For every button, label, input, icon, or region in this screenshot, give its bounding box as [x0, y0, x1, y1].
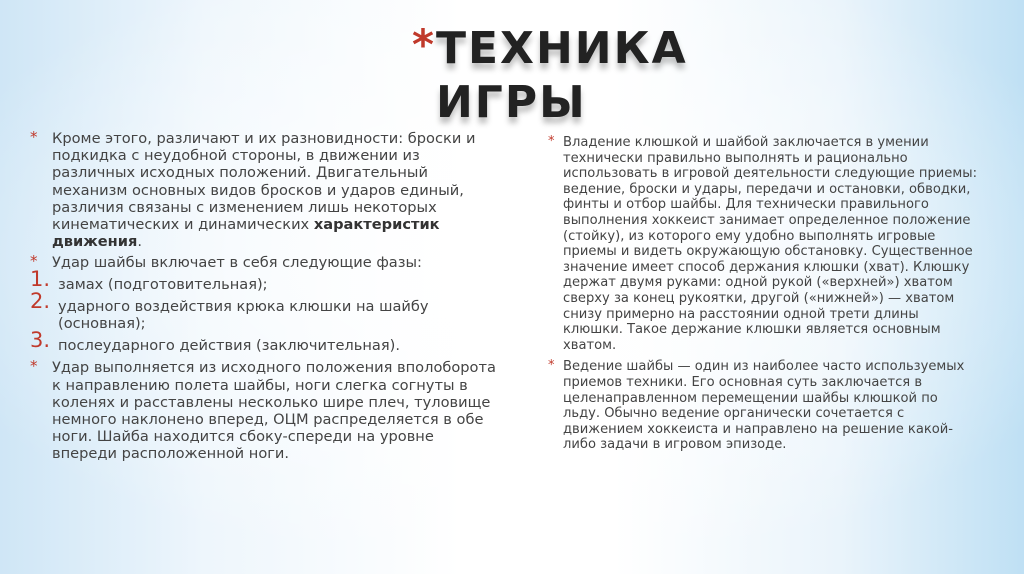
right-column — [548, 135, 978, 459]
phase-item — [30, 266, 500, 293]
phase-text: послеударного действия (заключительная). — [58, 337, 400, 355]
asterisk-bullet-icon: * — [548, 134, 555, 149]
asterisk-bullet-icon: * — [548, 358, 555, 374]
left-paragraph-2 — [30, 254, 500, 271]
left-column — [30, 130, 500, 467]
right-paragraph-2 — [548, 359, 978, 453]
phase-number: 2. — [30, 288, 51, 313]
emphasis-text: характеристик движения — [52, 216, 440, 251]
paragraph-text: Кроме этого, различают и их разновидности: броски и подкидка с неудобной стороны, в движении из различных исходных положений. Двигательный механизм основных видов бросков и ударов единый, различия связаны с изменением лишь некоторых кинематических и динамических — [52, 130, 476, 234]
phase-item — [30, 328, 500, 355]
paragraph-text: Удар выполняется из исходного положения вполоборота к направлению полета шайбы, ноги слегка согнуты в коленях и расставлены несколько шире плеч, туловище немного наклонено вперед, ОЦМ распределяется в обе ноги. Шайба находится сбоку-спереди на уровне впереди расположенной ноги. — [52, 359, 496, 463]
asterisk-bullet-icon: * — [30, 128, 38, 146]
phase-number: 3. — [30, 328, 51, 353]
phase-text: замах (подготовительная); — [58, 275, 268, 293]
asterisk-bullet-icon: * — [30, 252, 38, 271]
paragraph-text: Удар шайбы включает в себя следующие фазы: — [52, 254, 422, 272]
right-paragraph-1 — [548, 135, 978, 353]
title-text: ТЕХНИКА ИГРЫ — [435, 23, 688, 128]
title-asterisk-icon: * — [412, 20, 434, 69]
slide-title — [412, 20, 832, 128]
paragraph-text: Владение клюшкой и шайбой заключается в умении технически правильно выполнять и рационально использовать в игровой деятельности следующие приемы: ведение, броски и удары, передачи и остановки, обводки, финты и отбор шайбы. Для технически правильного выполнения хоккеист занимает определенное положение (стойку), из которого ему удобно выполнять игровые приемы и видеть окружающую обстановку. Существенное значение имеет способ держания клюшки (хват). Клюшку держат двумя руками: одной рукой («верхней») хватом сверху за конец рукоятки, другой («нижней») — хватом снизу примерно на расстоянии одной трети длины клюшки. Такое держание клюшки является основным хватом. — [563, 135, 977, 353]
asterisk-bullet-icon: * — [30, 357, 38, 376]
left-paragraph-1 — [30, 130, 500, 250]
phase-item — [30, 288, 500, 333]
left-paragraph-3 — [30, 359, 500, 462]
paragraph-end: . — [137, 233, 142, 251]
paragraph-text: Ведение шайбы — один из наиболее часто используемых приемов техники. Его основная суть заключается в целенаправленном перемещении шайбы клюшкой по льду. Обычно ведение органически сочетается с движением хоккеиста и направлено на решение какой-либо задачи в игровом эпизоде. — [563, 359, 965, 453]
phase-number: 1. — [30, 266, 51, 291]
phase-text: ударного воздействия крюка клюшки на шайбу (основная); — [58, 297, 429, 333]
